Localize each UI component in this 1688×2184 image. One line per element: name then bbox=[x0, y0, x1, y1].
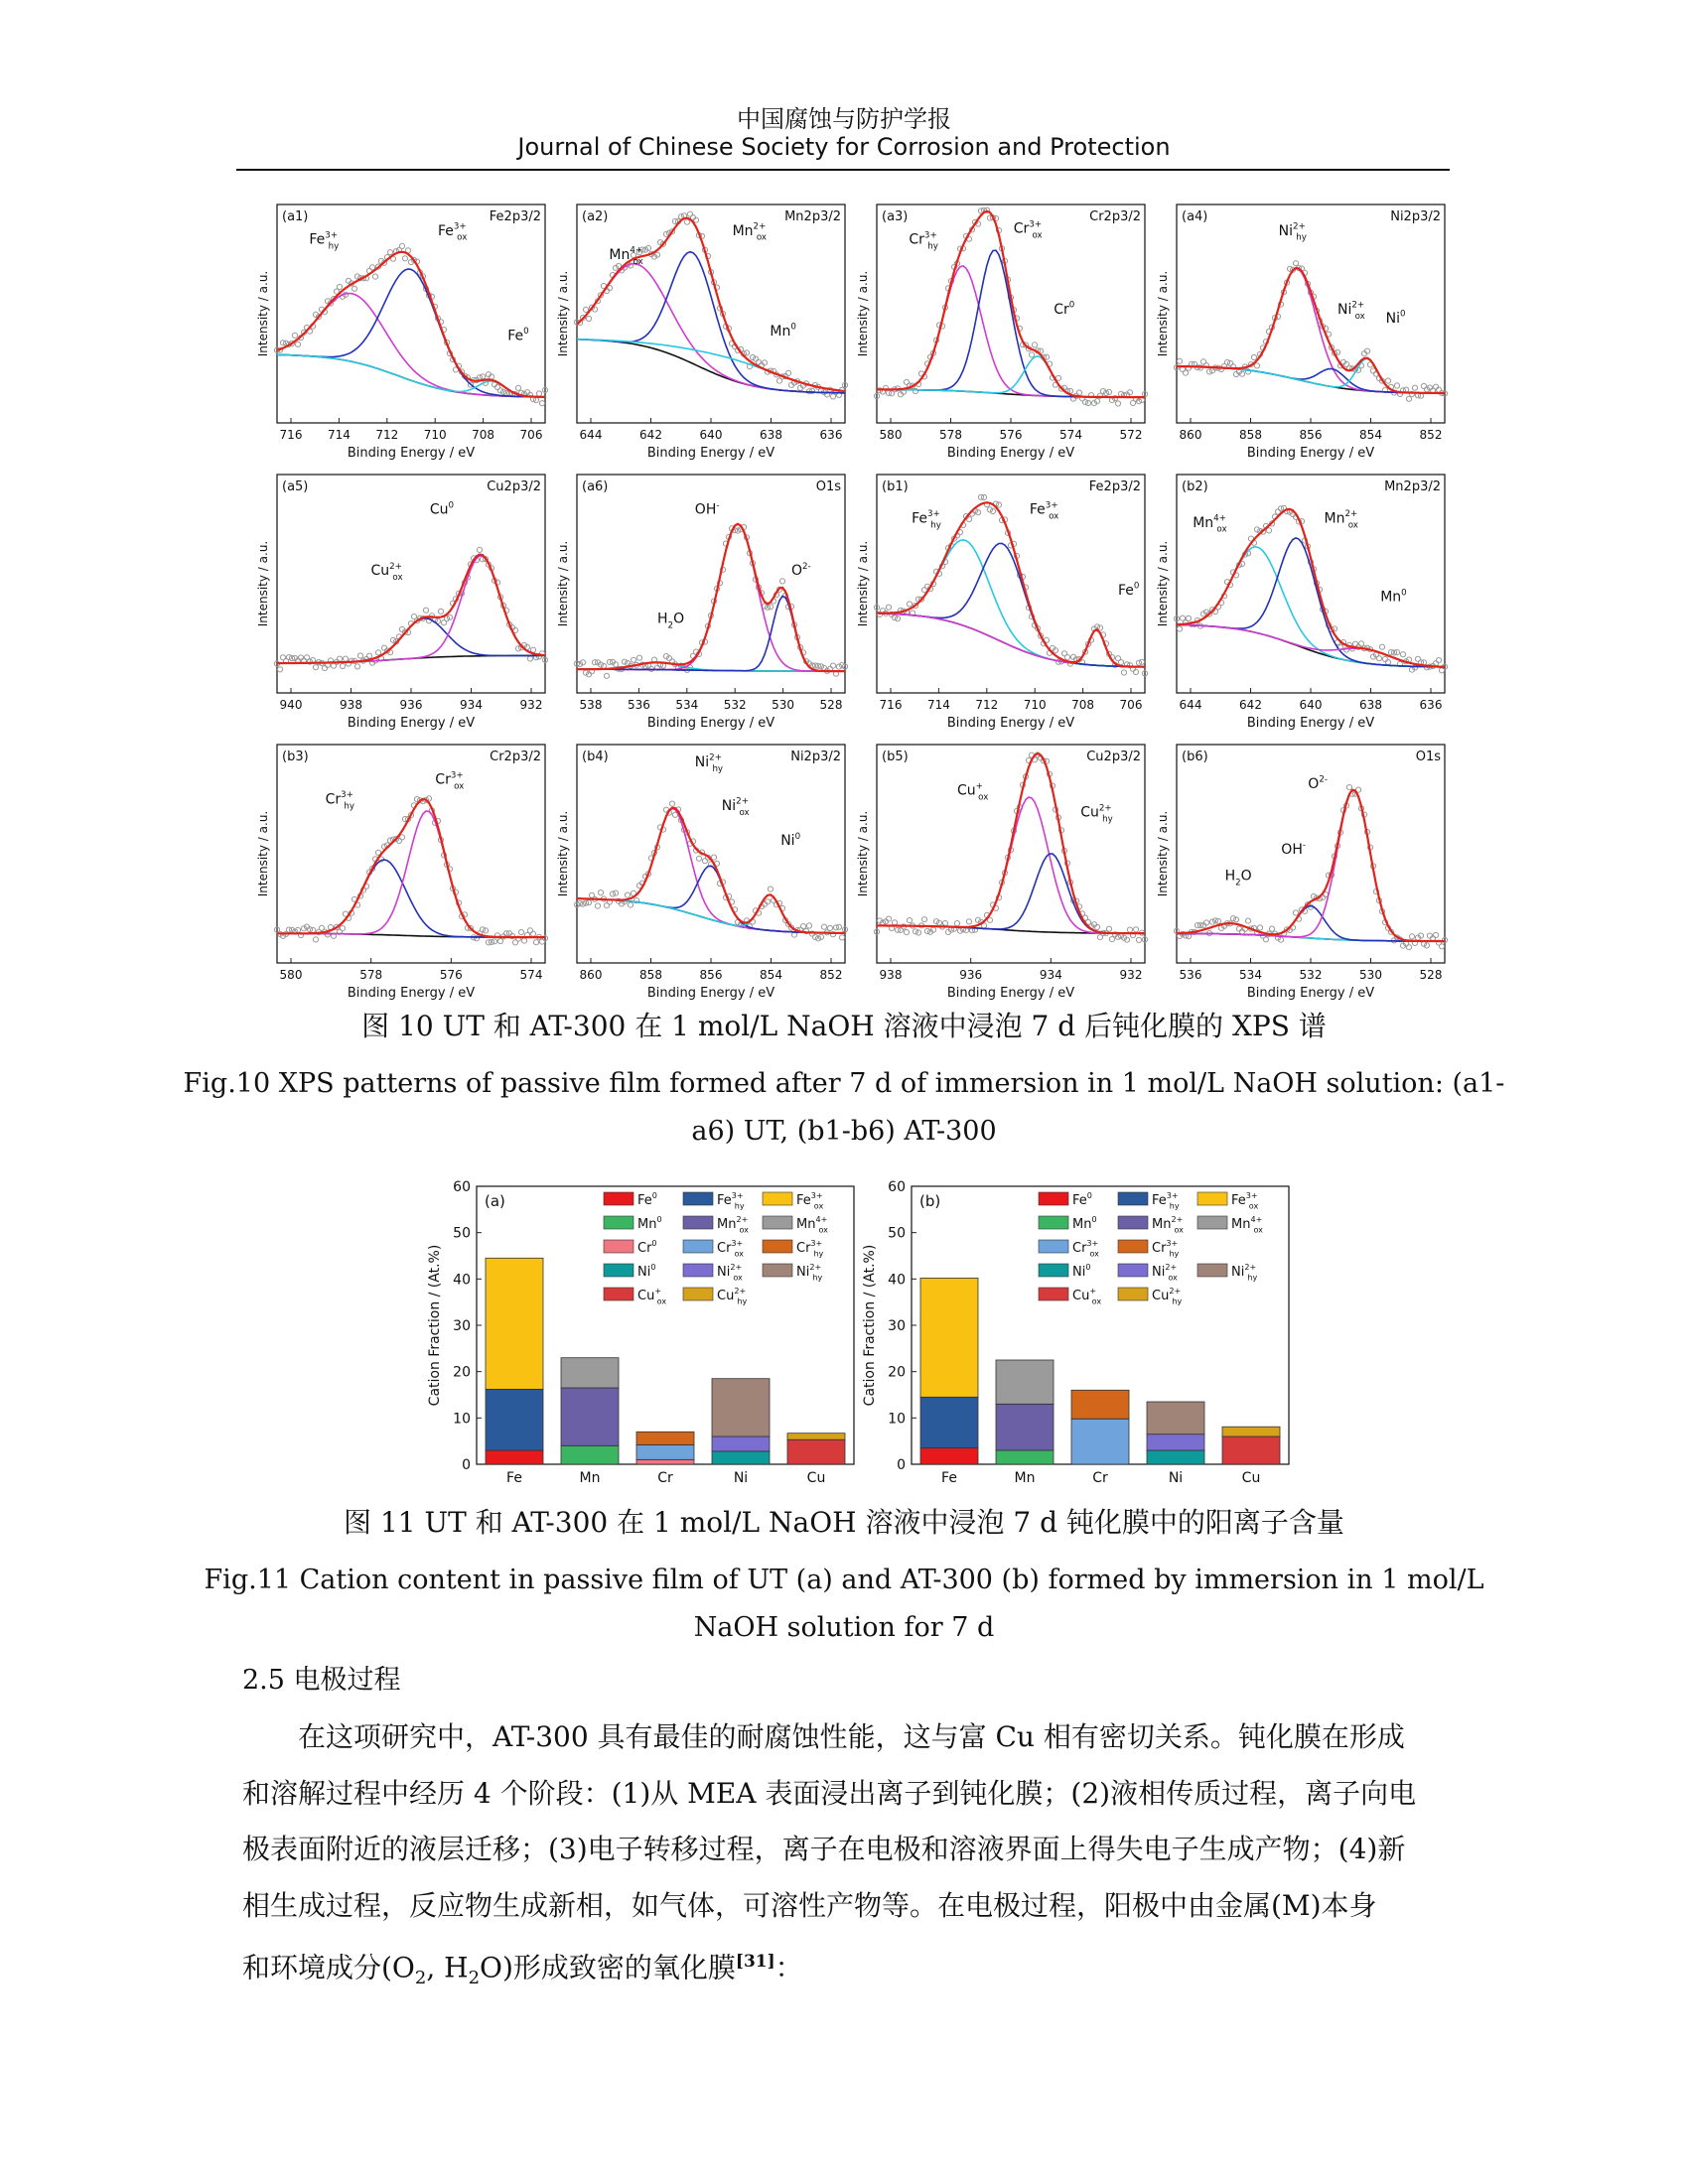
bar-segment bbox=[712, 1379, 770, 1436]
xps-x-tick-label: 642 bbox=[1239, 698, 1262, 712]
legend-label: $Cr^{3+}$ hy bbox=[1152, 1239, 1180, 1259]
xps-x-tick-label: 640 bbox=[699, 428, 723, 442]
bar-y-tick-label: 50 bbox=[453, 1225, 471, 1242]
legend-label: $Mn^{4+}$ ox bbox=[1231, 1215, 1263, 1235]
xps-x-tick-label: 536 bbox=[1179, 968, 1202, 982]
xps-panel-a3 bbox=[856, 205, 1148, 461]
xps-x-tick-label: 716 bbox=[279, 428, 303, 442]
xps-y-axis-label: Intensity / a.u. bbox=[556, 810, 570, 897]
xps-peak-label: $Fe^{3+}$ ox bbox=[1029, 500, 1059, 522]
xps-x-axis-label: Binding Energy / eV bbox=[1246, 446, 1375, 461]
header-rule bbox=[236, 169, 1450, 171]
bar-y-tick-label: 0 bbox=[462, 1457, 471, 1473]
xps-x-tick-label: 644 bbox=[579, 428, 603, 442]
legend-label: $Ni^{2+}$ ox bbox=[717, 1263, 743, 1283]
xps-peak-label: $Mn^{2+}$ ox bbox=[1324, 509, 1358, 531]
journal-title-cn: 中国腐蚀与防护学报 bbox=[737, 105, 951, 133]
xps-x-tick-label: 642 bbox=[639, 428, 662, 442]
xps-x-tick-label: 638 bbox=[1359, 698, 1382, 712]
xps-x-tick-label: 936 bbox=[399, 698, 423, 712]
legend-label: Fe$^0$ bbox=[637, 1191, 657, 1208]
xps-panel-region: Cr2p3/2 bbox=[1089, 209, 1141, 224]
xps-x-axis-label: Binding Energy / eV bbox=[946, 716, 1075, 731]
xps-x-tick-label: 934 bbox=[460, 698, 483, 712]
bar-segment bbox=[920, 1278, 978, 1397]
xps-x-tick-label: 936 bbox=[959, 968, 983, 982]
xps-x-tick-label: 712 bbox=[375, 428, 399, 442]
legend-swatch bbox=[763, 1192, 792, 1205]
bar-segment bbox=[636, 1444, 694, 1459]
bar-category-label: Mn bbox=[1014, 1470, 1036, 1486]
xps-x-tick-label: 932 bbox=[1119, 968, 1143, 982]
xps-x-tick-label: 714 bbox=[327, 428, 351, 442]
bar-segment bbox=[996, 1450, 1054, 1464]
xps-peak-label: $Cr^{3+}$ ox bbox=[1013, 219, 1043, 241]
xps-panel-a1 bbox=[256, 205, 548, 461]
bar-y-axis-label: Cation Fraction / (At.%) bbox=[862, 1244, 878, 1407]
bar-y-tick-label: 60 bbox=[888, 1179, 906, 1195]
para-line-5-c: O)形成致密的氧化膜 bbox=[480, 1951, 736, 1984]
xps-x-tick-label: 638 bbox=[760, 428, 782, 442]
bar-segment bbox=[1222, 1427, 1280, 1436]
para-line-4: 相生成过程，反应物生成新相，如气体，可溶性产物等。在电极过程，阳极中由金属(M)本身 bbox=[242, 1888, 1377, 1922]
xps-panel-region: Mn2p3/2 bbox=[784, 209, 841, 224]
xps-panel-a6 bbox=[556, 475, 848, 731]
xps-y-axis-label: Intensity / a.u. bbox=[556, 270, 570, 357]
xps-peak-label: Fe$^0$ bbox=[507, 327, 529, 344]
section-heading: 2.5 电极过程 bbox=[242, 1665, 401, 1696]
bar-category-label: Ni bbox=[1168, 1470, 1184, 1486]
xps-peak-label: $Cu^{2+}$ hy bbox=[1080, 803, 1113, 825]
xps-panel-id: (a1) bbox=[282, 209, 309, 224]
xps-x-tick-label: 710 bbox=[423, 428, 447, 442]
xps-y-axis-label: Intensity / a.u. bbox=[256, 810, 270, 897]
xps-panel-region: Ni2p3/2 bbox=[1390, 209, 1441, 224]
xps-peak-label: $Ni^{2+}$ hy bbox=[1278, 221, 1307, 243]
legend-label: Mn$^0$ bbox=[1072, 1215, 1097, 1232]
legend-label: Cu+ ox bbox=[637, 1287, 667, 1306]
xps-y-axis-label: Intensity / a.u. bbox=[1156, 810, 1170, 897]
xps-panel-b5 bbox=[856, 745, 1148, 1001]
para-line-5 bbox=[242, 1934, 1450, 2006]
bar-segment bbox=[920, 1448, 978, 1464]
bar-chart-a bbox=[427, 1179, 854, 1486]
xps-x-axis-label: Binding Energy / eV bbox=[646, 446, 775, 461]
xps-panel-a4 bbox=[1156, 205, 1448, 461]
bar-segment bbox=[787, 1433, 845, 1440]
figure-10-caption-cn: 图 10 UT 和 AT-300 在 1 mol/L NaOH 溶液中浸泡 7 d 后钝化膜的 XPS 谱 bbox=[361, 1010, 1327, 1042]
bar-panel-label: (a) bbox=[485, 1192, 505, 1210]
legend-swatch bbox=[604, 1216, 633, 1229]
xps-peak-label: $Mn^{4+}$ ox bbox=[609, 245, 643, 267]
legend-label: $Fe^{3+}$ hy bbox=[1152, 1191, 1180, 1211]
xps-panel-a5 bbox=[256, 475, 548, 731]
xps-x-tick-label: 938 bbox=[340, 698, 362, 712]
legend-label: Cu+ ox bbox=[1072, 1287, 1102, 1306]
legend-swatch bbox=[1039, 1264, 1068, 1277]
xps-panel-b2 bbox=[1156, 475, 1448, 731]
xps-x-axis-label: Binding Energy / eV bbox=[347, 986, 476, 1001]
xps-panel-region: Mn2p3/2 bbox=[1384, 479, 1441, 494]
legend-swatch bbox=[1118, 1264, 1148, 1277]
xps-peak-label: Ni$^0$ bbox=[1385, 309, 1406, 327]
xps-x-axis-label: Binding Energy / eV bbox=[1246, 716, 1375, 731]
legend-swatch bbox=[604, 1288, 633, 1300]
xps-peak-label: $H_2O$ bbox=[1224, 868, 1252, 888]
xps-plot-frame bbox=[1177, 475, 1445, 693]
sub-o2: 2 bbox=[414, 1967, 427, 1988]
xps-panel-b4 bbox=[556, 745, 848, 1001]
legend-label: Cr$^0$ bbox=[637, 1239, 657, 1256]
para-line-3: 极表面附近的液层迁移；(3)电子转移过程，离子在电极和溶液界面上得失电子生成产物；(4)新 bbox=[242, 1833, 1406, 1865]
xps-panel-region: Cu2p3/2 bbox=[487, 479, 541, 494]
xps-x-tick-label: 710 bbox=[1023, 698, 1047, 712]
xps-plot-frame bbox=[877, 475, 1145, 693]
legend-label: $Fe^{3+}$ ox bbox=[1231, 1191, 1259, 1211]
xps-x-tick-label: 716 bbox=[879, 698, 903, 712]
legend-label: $Cr^{3+}$ hy bbox=[796, 1239, 824, 1259]
bar-segment bbox=[636, 1432, 694, 1444]
legend-swatch bbox=[1197, 1264, 1227, 1277]
bar-category-label: Mn bbox=[579, 1470, 601, 1486]
xps-x-tick-label: 932 bbox=[519, 698, 543, 712]
legend-label: $Ni^{2+}$ ox bbox=[1152, 1263, 1178, 1283]
xps-y-axis-label: Intensity / a.u. bbox=[1156, 270, 1170, 357]
legend-swatch bbox=[683, 1192, 713, 1205]
xps-peak-label: $Cr^{3+}$ ox bbox=[435, 770, 465, 792]
legend-label: $Mn^{2+}$ ox bbox=[1152, 1215, 1184, 1235]
legend-label: Ni$^0$ bbox=[1072, 1263, 1091, 1280]
legend-swatch bbox=[1039, 1216, 1068, 1229]
bar-y-tick-label: 50 bbox=[888, 1225, 906, 1242]
xps-x-tick-label: 532 bbox=[1299, 968, 1323, 982]
xps-panel-a2 bbox=[556, 205, 848, 461]
xps-panel-region: Cr2p3/2 bbox=[490, 750, 541, 764]
xps-peak-label: $O^{2-}$ bbox=[791, 561, 811, 580]
legend-swatch bbox=[1118, 1192, 1148, 1205]
xps-peak-label: $O^{2-}$ bbox=[1308, 774, 1328, 792]
bar-segment bbox=[561, 1358, 619, 1388]
xps-y-axis-label: Intensity / a.u. bbox=[1156, 540, 1170, 627]
legend-swatch bbox=[763, 1240, 792, 1253]
figure-10-xps-panels bbox=[256, 199, 1443, 1013]
bar-y-tick-label: 60 bbox=[453, 1179, 471, 1195]
xps-peak-label: $Cr^{3+}$ hy bbox=[325, 790, 355, 812]
xps-peak-label: $Fe^{3+}$ hy bbox=[309, 230, 340, 252]
xps-panel-region: Fe2p3/2 bbox=[489, 209, 541, 224]
xps-panel-id: (b1) bbox=[882, 479, 909, 494]
xps-peak-label: Ni$^0$ bbox=[780, 831, 801, 850]
xps-panel-region: O1s bbox=[815, 479, 841, 494]
bar-segment bbox=[561, 1388, 619, 1445]
figure-11-caption-en-2: NaOH solution for 7 d bbox=[693, 1612, 995, 1643]
legend-label: $Cr^{3+}$ ox bbox=[717, 1239, 744, 1259]
xps-x-tick-label: 580 bbox=[279, 968, 303, 982]
bar-segment bbox=[486, 1389, 543, 1450]
xps-x-tick-label: 578 bbox=[359, 968, 383, 982]
figure-10-caption-en-2: a6) UT, (b1-b6) AT-300 bbox=[691, 1116, 997, 1147]
bar-segment bbox=[996, 1360, 1054, 1404]
xps-x-tick-label: 580 bbox=[879, 428, 903, 442]
bar-segment bbox=[1147, 1434, 1204, 1450]
bar-y-tick-label: 30 bbox=[888, 1318, 906, 1334]
legend-swatch bbox=[1197, 1216, 1227, 1229]
sub-h2: 2 bbox=[468, 1967, 481, 1988]
xps-x-tick-label: 852 bbox=[819, 968, 843, 982]
figure-11-caption-en-1: Fig.11 Cation content in passive film of UT (a) and AT-300 (b) formed by immersion in 1 mol/L bbox=[204, 1565, 1484, 1595]
bar-y-tick-label: 40 bbox=[888, 1272, 906, 1289]
bar-y-tick-label: 10 bbox=[453, 1411, 471, 1428]
xps-y-axis-label: Intensity / a.u. bbox=[256, 270, 270, 357]
bar-panel-label: (b) bbox=[919, 1192, 941, 1210]
xps-x-tick-label: 706 bbox=[519, 428, 543, 442]
xps-x-tick-label: 528 bbox=[819, 698, 843, 712]
reference-31[interactable]: [31] bbox=[735, 1952, 775, 1972]
legend-label: $Mn^{2+}$ ox bbox=[717, 1215, 749, 1235]
xps-panel-id: (a3) bbox=[882, 209, 909, 224]
legend-label: $Cu^{2+}$ hy bbox=[1152, 1287, 1183, 1306]
bar-segment bbox=[1071, 1419, 1129, 1464]
xps-panel-b3 bbox=[256, 745, 548, 1001]
xps-x-tick-label: 714 bbox=[926, 698, 950, 712]
bar-category-label: Cr bbox=[657, 1470, 673, 1486]
xps-panel-id: (a2) bbox=[582, 209, 609, 224]
xps-x-tick-label: 856 bbox=[1299, 428, 1323, 442]
bar-segment bbox=[1071, 1390, 1129, 1419]
bar-segment bbox=[712, 1451, 770, 1464]
xps-peak-label: $H_2O$ bbox=[657, 611, 685, 631]
xps-peak-label: OH- bbox=[1281, 840, 1306, 858]
xps-x-axis-label: Binding Energy / eV bbox=[646, 716, 775, 731]
bar-segment bbox=[787, 1439, 845, 1464]
para-line-5-b: , H bbox=[426, 1951, 469, 1984]
bar-segment bbox=[561, 1445, 619, 1464]
xps-y-axis-label: Intensity / a.u. bbox=[856, 540, 870, 627]
xps-x-tick-label: 858 bbox=[639, 968, 662, 982]
para-line-2: 和溶解过程中经历 4 个阶段：(1)从 MEA 表面浸出离子到钝化膜；(2)液相传质过程，离子向电 bbox=[242, 1776, 1417, 1810]
xps-peak-label: Cu+ ox bbox=[957, 781, 989, 803]
xps-panel-id: (b2) bbox=[1182, 479, 1208, 494]
bar-y-axis-label: Cation Fraction / (At.%) bbox=[427, 1244, 443, 1407]
xps-x-tick-label: 574 bbox=[519, 968, 543, 982]
bar-y-tick-label: 0 bbox=[897, 1457, 906, 1473]
bar-y-tick-label: 20 bbox=[453, 1364, 471, 1381]
legend-swatch bbox=[1197, 1192, 1227, 1205]
bar-chart-b bbox=[862, 1179, 1289, 1486]
bar-y-tick-label: 40 bbox=[453, 1272, 471, 1289]
body-paragraph bbox=[242, 1709, 1450, 2006]
xps-y-axis-label: Intensity / a.u. bbox=[856, 270, 870, 357]
bar-category-label: Cu bbox=[1241, 1470, 1261, 1486]
xps-x-axis-label: Binding Energy / eV bbox=[946, 986, 1075, 1001]
bar-segment bbox=[1147, 1450, 1204, 1464]
bar-y-tick-label: 10 bbox=[888, 1411, 906, 1428]
xps-x-tick-label: 528 bbox=[1419, 968, 1443, 982]
xps-peak-label: $Ni^{2+}$ ox bbox=[1337, 300, 1365, 322]
xps-peak-label: $Fe^{3+}$ ox bbox=[438, 221, 468, 243]
figure-10-caption-en-1: Fig.10 XPS patterns of passive film formed after 7 d of immersion in 1 mol/L NaOH solution: (a1- bbox=[183, 1068, 1505, 1099]
xps-y-axis-label: Intensity / a.u. bbox=[856, 810, 870, 897]
xps-x-tick-label: 574 bbox=[1059, 428, 1082, 442]
legend-label: Fe$^0$ bbox=[1072, 1191, 1092, 1208]
xps-x-tick-label: 854 bbox=[1359, 428, 1382, 442]
legend-swatch bbox=[683, 1216, 713, 1229]
xps-panel-region: Cu2p3/2 bbox=[1086, 750, 1141, 764]
xps-peak-label: Cu$^0$ bbox=[429, 500, 455, 518]
xps-x-tick-label: 706 bbox=[1119, 698, 1143, 712]
legend-swatch bbox=[763, 1264, 792, 1277]
legend-label: $Fe^{3+}$ ox bbox=[796, 1191, 824, 1211]
xps-peak-label: $Cu^{2+}$ ox bbox=[370, 561, 403, 584]
legend-swatch bbox=[1118, 1288, 1148, 1300]
xps-x-tick-label: 538 bbox=[579, 698, 603, 712]
xps-panel-id: (b3) bbox=[282, 750, 309, 764]
xps-x-tick-label: 636 bbox=[819, 428, 843, 442]
xps-x-tick-label: 572 bbox=[1119, 428, 1143, 442]
xps-peak-label: Cr$^0$ bbox=[1054, 300, 1075, 318]
bar-category-label: Cr bbox=[1092, 1470, 1108, 1486]
legend-label: $Ni^{2+}$ hy bbox=[796, 1263, 823, 1283]
legend-swatch bbox=[1039, 1288, 1068, 1300]
bar-segment bbox=[1222, 1436, 1280, 1464]
legend-label: Mn$^0$ bbox=[637, 1215, 662, 1232]
legend-label: $Cu^{2+}$ hy bbox=[717, 1287, 748, 1306]
legend-swatch bbox=[683, 1288, 713, 1300]
xps-x-tick-label: 576 bbox=[999, 428, 1023, 442]
xps-y-axis-label: Intensity / a.u. bbox=[256, 540, 270, 627]
xps-x-axis-label: Binding Energy / eV bbox=[347, 716, 476, 731]
xps-x-tick-label: 708 bbox=[472, 428, 495, 442]
bar-category-label: Fe bbox=[941, 1470, 957, 1486]
xps-x-tick-label: 940 bbox=[279, 698, 303, 712]
xps-x-tick-label: 856 bbox=[699, 968, 723, 982]
xps-peak-label: Mn$^0$ bbox=[770, 322, 796, 340]
legend-swatch bbox=[763, 1216, 792, 1229]
xps-x-tick-label: 640 bbox=[1299, 698, 1323, 712]
xps-x-tick-label: 578 bbox=[939, 428, 962, 442]
bar-category-label: Ni bbox=[733, 1470, 749, 1486]
para-line-5-a: 和环境成分(O bbox=[242, 1951, 415, 1984]
xps-panel-id: (b5) bbox=[882, 750, 909, 764]
xps-peak-label: Mn$^0$ bbox=[1380, 588, 1407, 606]
xps-x-axis-label: Binding Energy / eV bbox=[347, 446, 476, 461]
bar-segment bbox=[996, 1404, 1054, 1450]
legend-swatch bbox=[1039, 1240, 1068, 1253]
xps-panel-region: Ni2p3/2 bbox=[790, 750, 841, 764]
xps-plot-frame bbox=[577, 745, 845, 963]
bar-segment bbox=[486, 1450, 543, 1464]
xps-x-tick-label: 708 bbox=[1071, 698, 1095, 712]
legend-swatch bbox=[604, 1192, 633, 1205]
xps-peak-label: $Mn^{4+}$ ox bbox=[1193, 513, 1227, 535]
xps-x-axis-label: Binding Energy / eV bbox=[946, 446, 1075, 461]
bar-segment bbox=[920, 1397, 978, 1447]
legend-swatch bbox=[604, 1240, 633, 1253]
xps-panel-id: (b4) bbox=[582, 750, 609, 764]
bar-segment bbox=[712, 1436, 770, 1451]
xps-x-tick-label: 938 bbox=[879, 968, 903, 982]
figure-11-bar-charts bbox=[417, 1176, 1281, 1504]
xps-panel-b1 bbox=[856, 475, 1148, 731]
xps-panel-id: (a4) bbox=[1182, 209, 1208, 224]
xps-x-tick-label: 534 bbox=[675, 698, 699, 712]
xps-x-tick-label: 534 bbox=[1239, 968, 1262, 982]
xps-peak-label: $Ni^{2+}$ hy bbox=[694, 752, 724, 774]
legend-swatch bbox=[683, 1240, 713, 1253]
xps-peak-label: $Fe^{3+}$ hy bbox=[912, 509, 941, 531]
xps-x-tick-label: 860 bbox=[1179, 428, 1202, 442]
bar-category-label: Cu bbox=[806, 1470, 826, 1486]
bar-category-label: Fe bbox=[506, 1470, 522, 1486]
bar-segment bbox=[636, 1459, 694, 1464]
xps-x-axis-label: Binding Energy / eV bbox=[1246, 986, 1375, 1001]
legend-swatch bbox=[1118, 1216, 1148, 1229]
xps-x-axis-label: Binding Energy / eV bbox=[646, 986, 775, 1001]
xps-x-tick-label: 644 bbox=[1179, 698, 1202, 712]
xps-x-tick-label: 854 bbox=[760, 968, 782, 982]
xps-x-tick-label: 860 bbox=[579, 968, 603, 982]
bar-y-tick-label: 20 bbox=[888, 1364, 906, 1381]
xps-panel-id: (a6) bbox=[582, 479, 609, 494]
xps-peak-label: $Ni^{2+}$ ox bbox=[721, 796, 750, 818]
xps-x-tick-label: 858 bbox=[1239, 428, 1262, 442]
xps-peak-label: Fe$^0$ bbox=[1118, 581, 1140, 599]
xps-panel-region: Fe2p3/2 bbox=[1088, 479, 1141, 494]
xps-x-tick-label: 712 bbox=[975, 698, 999, 712]
bar-segment bbox=[1147, 1402, 1204, 1434]
xps-peak-label: $Mn^{2+}$ ox bbox=[732, 221, 768, 243]
para-line-5-d: ： bbox=[774, 1951, 803, 1984]
legend-swatch bbox=[1039, 1192, 1068, 1205]
legend-swatch bbox=[604, 1264, 633, 1277]
legend-label: $Ni^{2+}$ hy bbox=[1231, 1263, 1258, 1283]
figure-11-caption-cn: 图 11 UT 和 AT-300 在 1 mol/L NaOH 溶液中浸泡 7 d 钝化膜中的阳离子含量 bbox=[344, 1506, 1344, 1539]
xps-x-tick-label: 852 bbox=[1419, 428, 1443, 442]
legend-swatch bbox=[683, 1264, 713, 1277]
xps-peak-label: OH- bbox=[694, 500, 720, 518]
legend-label: $Cr^{3+}$ ox bbox=[1072, 1239, 1099, 1259]
xps-panel-b6 bbox=[1156, 745, 1448, 1001]
xps-plot-frame bbox=[577, 205, 845, 423]
bar-y-tick-label: 30 bbox=[453, 1318, 471, 1334]
xps-x-tick-label: 636 bbox=[1419, 698, 1443, 712]
xps-x-tick-label: 530 bbox=[1359, 968, 1382, 982]
xps-x-tick-label: 934 bbox=[1039, 968, 1062, 982]
para-line-1: 在这项研究中，AT-300 具有最佳的耐腐蚀性能，这与富 Cu 相有密切关系。钝化膜在形成 bbox=[298, 1720, 1405, 1753]
xps-x-tick-label: 530 bbox=[772, 698, 795, 712]
legend-label: $Fe^{3+}$ hy bbox=[717, 1191, 745, 1211]
xps-panel-id: (a5) bbox=[282, 479, 309, 494]
xps-panel-id: (b6) bbox=[1182, 750, 1208, 764]
xps-panel-region: O1s bbox=[1415, 750, 1441, 764]
xps-x-tick-label: 532 bbox=[723, 698, 747, 712]
legend-swatch bbox=[1118, 1240, 1148, 1253]
journal-title-en: Journal of Chinese Society for Corrosion and Protection bbox=[517, 133, 1171, 161]
xps-x-tick-label: 536 bbox=[627, 698, 650, 712]
xps-peak-label: $Cr^{3+}$ hy bbox=[909, 230, 938, 252]
xps-x-tick-label: 576 bbox=[439, 968, 463, 982]
xps-y-axis-label: Intensity / a.u. bbox=[556, 540, 570, 627]
bar-segment bbox=[486, 1258, 543, 1389]
legend-label: $Mn^{4+}$ ox bbox=[796, 1215, 828, 1235]
legend-label: Ni$^0$ bbox=[637, 1263, 656, 1280]
